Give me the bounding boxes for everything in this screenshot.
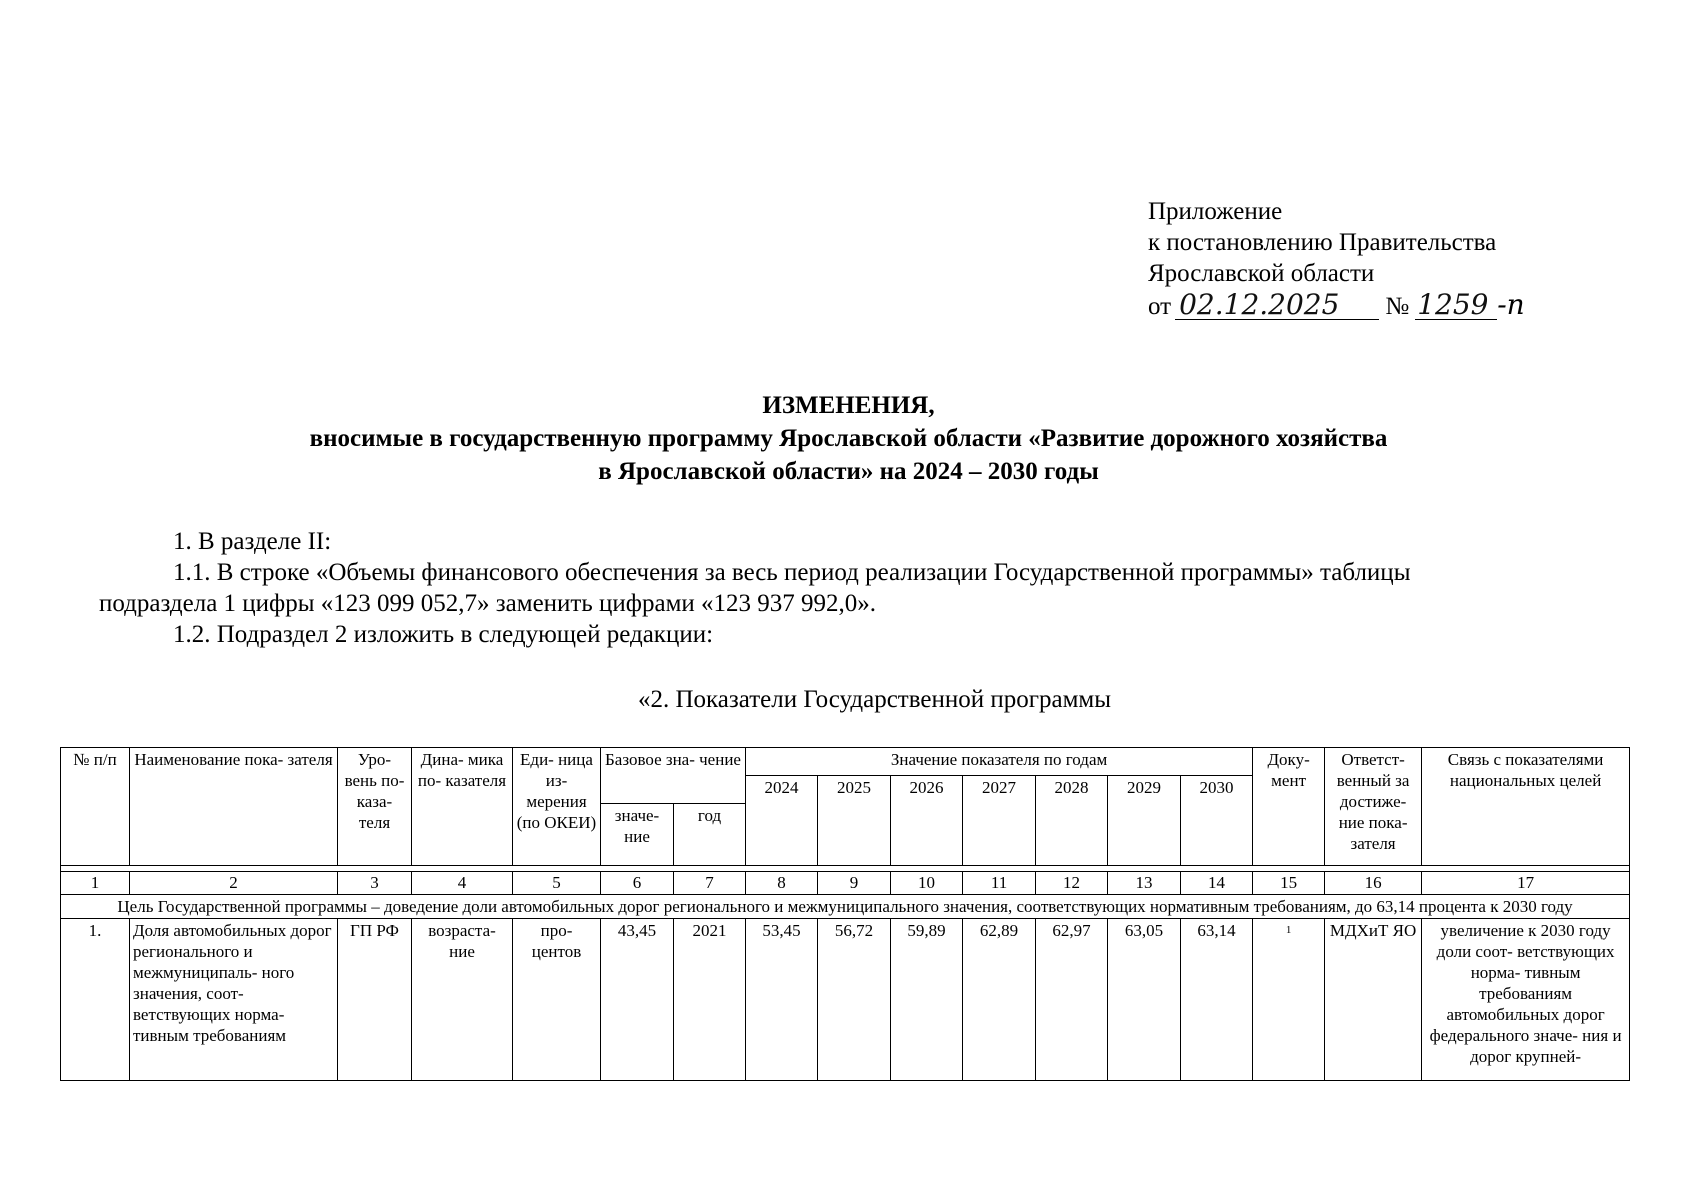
column-number: 9 [818,872,891,895]
column-number: 10 [891,872,963,895]
from-label: от [1148,293,1172,320]
header-num: № п/п [61,748,130,866]
header-year: 2027 [963,776,1036,866]
header-year: 2024 [746,776,818,866]
column-number: 8 [746,872,818,895]
title-line-2: вносимые в государственную программу Ярославской области «Развитие дорожного хозяйства [309,425,1388,452]
column-number: 2 [130,872,338,895]
column-number: 13 [1108,872,1181,895]
row-level: ГП РФ [338,919,412,1081]
appendix-line-1: Приложение [1148,198,1283,225]
header-year: 2026 [891,776,963,866]
appendix-block [1148,196,1525,322]
title-line-1: ИЗМЕНЕНИЯ, [762,392,935,419]
row-responsible: МДХиТ ЯО [1325,919,1422,1081]
appendix-line-2: к постановлению Правительства [1148,229,1497,256]
header-year: 2030 [1181,776,1253,866]
header-year: 2028 [1036,776,1108,866]
header-year: 2029 [1108,776,1181,866]
row-link: увеличение к 2030 году доли соот- ветствующих норма- тивным требованиям автомобильных дорог федерального значе- ния и дорог крупней- [1422,919,1630,1081]
column-number-row [61,872,1630,895]
column-number: 11 [963,872,1036,895]
handwritten-number: 1259 [1415,291,1497,320]
header-unit: Еди- ница из- мерения (по ОКЕИ) [513,748,601,866]
column-number: 14 [1181,872,1253,895]
paragraph-2-end: подраздела 1 цифры «123 099 052,7» заменить цифрами «123 937 992,0». [99,590,877,617]
row-document [1253,919,1325,1081]
section-title: «2. Показатели Государственной программы [637,686,1112,713]
appendix-line-3: Ярославской области [1148,260,1375,287]
header-responsible: Ответст- венный за достиже- ние пока- зателя [1325,748,1422,866]
row-value: 62,89 [963,919,1036,1081]
body-text [99,526,1619,650]
row-base-year: 2021 [674,919,746,1081]
row-value: 62,97 [1036,919,1108,1081]
handwritten-date: 02.12.2025 [1175,291,1379,320]
row-value: 63,05 [1108,919,1181,1081]
paragraph-3: 1.2. Подраздел 2 изложить в следующей редакции: [173,621,714,648]
paragraph-1: 1. В разделе II: [173,528,332,555]
row-base-value: 43,45 [601,919,674,1081]
program-goal: Цель Государственной программы – доведение доли автомобильных дорог регионального и межмуниципального значения, соответствующих нормативным требованиям, до 63,14 процента к 2030 году [61,895,1630,919]
row-unit: про- центов [513,919,601,1081]
column-number: 5 [513,872,601,895]
appendix-date-line [1148,289,1525,322]
row-name: Доля автомобильных дорог регионального и межмуниципаль- ного значения, соот- ветствующих норма- тивным требованиям [130,919,338,1081]
header-base-value: значе- ние [601,804,674,866]
row-value: 63,14 [1181,919,1253,1081]
column-number: 17 [1422,872,1630,895]
header-link: Связь с показателями национальных целей [1422,748,1630,866]
header-year: 2025 [818,776,891,866]
column-number: 15 [1253,872,1325,895]
header-base-year: год [674,804,746,866]
row-num: 1. [61,919,130,1081]
column-number: 12 [1036,872,1108,895]
footnote-mark: 1 [1285,924,1292,936]
header-name: Наименование пока- зателя [130,748,338,866]
title-line-3: в Ярославской области» на 2024 – 2030 годы [598,458,1099,485]
column-number: 1 [61,872,130,895]
column-number: 7 [674,872,746,895]
header-by-years: Значение показателя по годам [746,748,1253,776]
row-value: 56,72 [818,919,891,1081]
header-level: Уро- вень по- каза- теля [338,748,412,866]
header-document: Доку- мент [1253,748,1325,866]
column-number: 4 [412,872,513,895]
indicators-table [60,747,1630,1081]
row-dynamics: возраста- ние [412,919,513,1081]
row-value: 59,89 [891,919,963,1081]
handwritten-number-suffix: -п [1497,288,1525,321]
column-number: 16 [1325,872,1422,895]
column-number: 3 [338,872,412,895]
document-title [0,389,1697,488]
column-number: 6 [601,872,674,895]
table-row [61,919,1630,1081]
header-base: Базовое зна- чение [601,748,746,804]
header-dynamics: Дина- мика по- казателя [412,748,513,866]
row-value: 53,45 [746,919,818,1081]
number-label: № [1385,293,1410,320]
paragraph-2-start: 1.1. В строке «Объемы финансового обеспечения за весь период реализации Государственной программы» таблицы [173,559,1411,586]
